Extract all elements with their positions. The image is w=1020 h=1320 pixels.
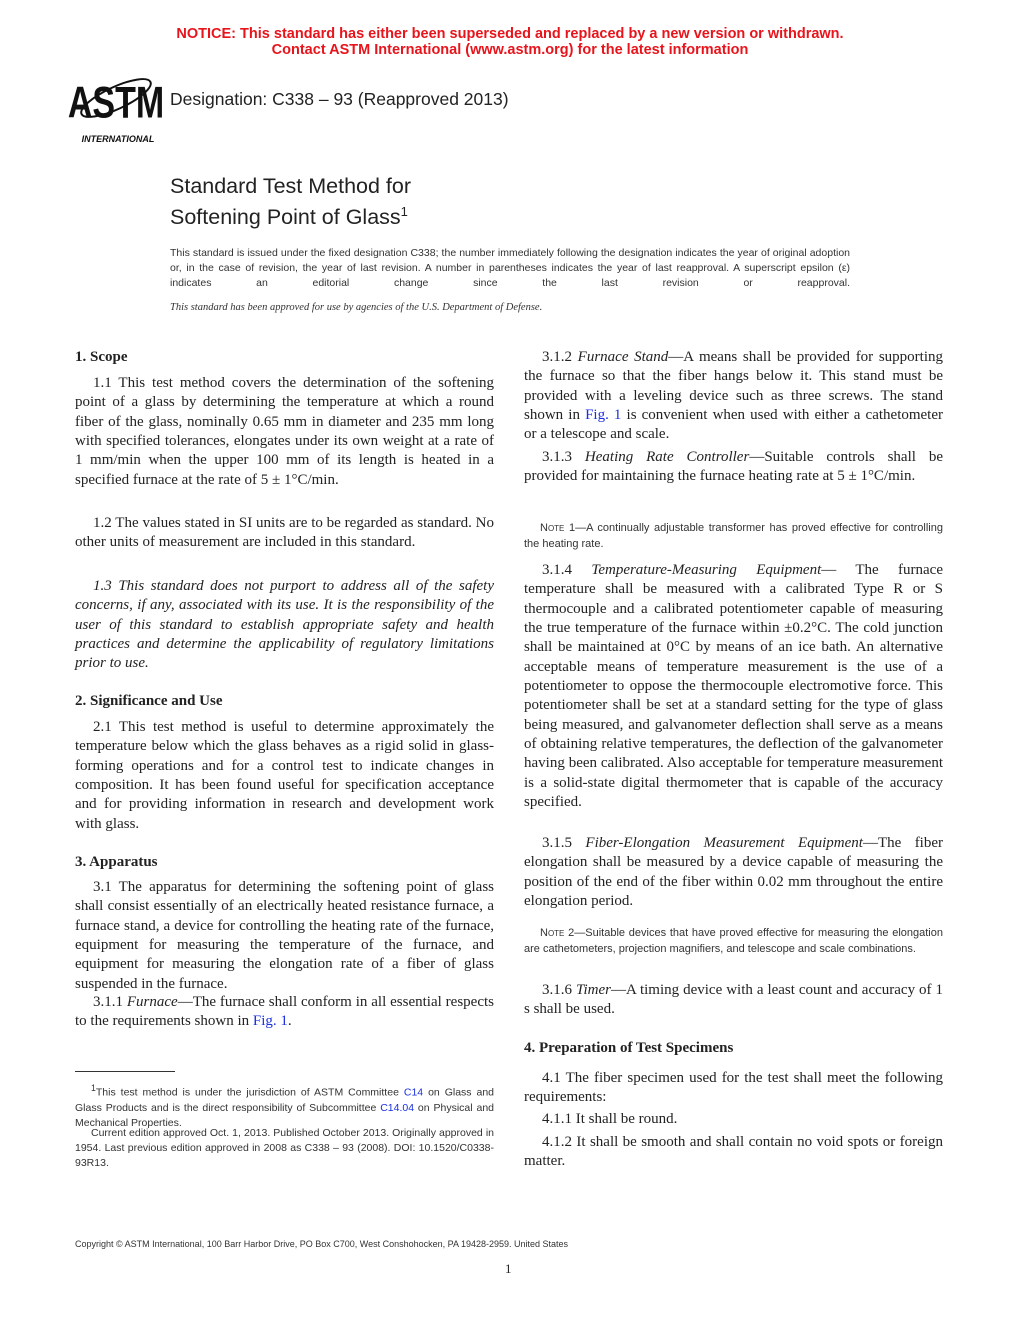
para-number: 3.1.3	[542, 449, 585, 465]
note-label: Note 2	[540, 927, 575, 939]
footnote-divider	[75, 1071, 175, 1072]
paragraph-2-1: 2.1 This test method is useful to determine approximately the temperature below which the glass behaves as a rigid solid in glass-forming operations and for a control test to indicate changes in composition. It has been found useful for specification acceptance and for providing information in research and development work with glass.	[75, 719, 494, 832]
para-number: 3.1.4	[542, 562, 592, 578]
term: Furnace Stand	[577, 349, 669, 365]
svg-text:ASTM: ASTM	[67, 78, 165, 128]
fig-1-link[interactable]: Fig. 1	[585, 407, 622, 424]
note-2	[524, 925, 943, 957]
paragraph-1-3: 1.3 This standard does not purport to address all of the safety concerns, if any, associated with its use. It is the responsibility of the user of this standard to establish appropriate safety and health practices and determine the applicability of regulatory limitations prior to use.	[75, 578, 494, 672]
term: Furnace	[126, 994, 178, 1010]
dod-approval-statement: This standard has been approved for use by agencies of the U.S. Department of Defense.	[170, 302, 543, 313]
para-text: —Suitable controls shall be provided for maintaining the furnace heating rate at 5 ± 1°C/min.	[524, 449, 943, 485]
notice-line-1: NOTICE: This standard has either been superseded and replaced by a new version or withdrawn.	[176, 26, 844, 42]
note-text: —A continually adjustable transformer has proved effective for controlling the heating rate.	[524, 522, 943, 550]
note-text: —Suitable devices that have proved effective for measuring the elongation are cathetometers, projection magnifiers, and telescope and scale combinations.	[524, 927, 943, 955]
para-text: —The furnace shall conform in all essential respects to the requirements shown in	[75, 994, 494, 1030]
paragraph-3-1: 3.1 The apparatus for determining the softening point of glass shall consist essentially of an electrically heated resistance furnace, a furnace stand, a device for controlling the heating rate of the furnace, equipment for measuring the temperature of the furnace, and equipment for measuring the elongation rate of a fiber of glass suspended in the furnace.	[75, 879, 494, 992]
term: Fiber-Elongation Measurement Equipment	[585, 835, 863, 851]
paragraph-3-1-1	[75, 993, 494, 1032]
paragraph-1-2: 1.2 The values stated in SI units are to be regarded as standard. No other units of measurement are included in this standard.	[75, 515, 494, 551]
paragraph-4-1-2: 4.1.2 It shall be smooth and shall contain no void spots or foreign matter.	[524, 1134, 943, 1170]
committee-c14-link[interactable]: C14	[403, 1086, 424, 1099]
footnote-text: on Glass and Glass Products and is the direct responsibility of Subcommittee	[75, 1086, 494, 1114]
para-number: 3.1.2	[542, 349, 578, 365]
term: Timer	[575, 982, 611, 998]
para-text: —A means shall be provided for supporting the furnace so that the fiber hangs below it. This stand must be provided with a leveling device such as three screws. The stand shown in	[524, 349, 944, 424]
svg-text:INTERNATIONAL: INTERNATIONAL	[81, 134, 155, 144]
para-end: .	[287, 1013, 292, 1030]
subcommittee-c14-04-link[interactable]: C14.04	[380, 1101, 415, 1114]
document-title	[170, 173, 411, 230]
footnote-text: on Physical and Mechanical Properties.	[75, 1101, 494, 1129]
footnote-1	[75, 1081, 494, 1131]
issuance-statement: This standard is issued under the fixed designation C338; the number immediately following the designation indicates the year of original adoption or, in the case of revision, the year of last revision. A number in parentheses indicates the year of last reapproval. A superscript epsilon (ε) indicates an editorial change since the last revision or reapproval.	[170, 247, 850, 289]
designation: Designation: C338 – 93 (Reapproved 2013)	[170, 89, 509, 109]
footnote-text: This test method is under the jurisdiction of ASTM Committee	[95, 1086, 404, 1099]
para-text: —The fiber elongation shall be measured by a device capable of measuring the position of the end of the fiber within 0.02 mm throughout the entire elongation period.	[524, 835, 944, 910]
paragraph-3-1-6	[524, 981, 943, 1020]
note-1	[524, 520, 943, 552]
page-number: 1	[505, 1261, 512, 1276]
footnote-edition: Current edition approved Oct. 1, 2013. Published October 2013. Originally approved in 1954. Last previous edition approved in 2008 as C338 – 93 (2008). DOI: 10.1520/C0338-93R13.	[75, 1127, 494, 1169]
paragraph-3-1-5	[524, 834, 943, 911]
copyright-line: Copyright © ASTM International, 100 Barr Harbor Drive, PO Box C700, West Conshohocken, PA 19428-2959. United States	[75, 1239, 569, 1249]
footnote-marker: 1	[91, 1083, 96, 1093]
section-heading-apparatus: 3. Apparatus	[75, 854, 158, 870]
section-heading-scope: 1. Scope	[75, 349, 128, 365]
para-end: is convenient when used with either a cathetometer or a telescope and scale.	[524, 407, 944, 443]
title-line-2: Softening Point of Glass	[170, 205, 401, 230]
supersession-notice	[0, 26, 1020, 58]
title-line-1: Standard Test Method for	[170, 174, 412, 198]
paragraph-1-1: 1.1 This test method covers the determination of the softening point of a glass by determining the temperature at which a round fiber of the glass, nominally 0.65 mm in diameter and 235 mm long with specified tolerances, elongates under its own weight at a rate of 1 mm/min when the upper 100 mm of its length is heated in a specified furnace at the rate of 5 ± 1°C/min.	[75, 375, 494, 488]
astm-logo	[67, 68, 165, 144]
notice-line-2: Contact ASTM International (www.astm.org) for the latest information	[271, 42, 749, 58]
section-heading-preparation: 4. Preparation of Test Specimens	[524, 1040, 734, 1056]
para-text: —A timing device with a least count and accuracy of 1 s shall be used.	[524, 982, 944, 1018]
term: Heating Rate Controller	[584, 449, 750, 465]
paragraph-3-1-2	[524, 348, 943, 445]
term: Temperature-Measuring Equipment	[591, 562, 822, 578]
note-label: Note 1	[540, 522, 576, 534]
paragraph-3-1-3	[524, 448, 943, 487]
fig-1-link[interactable]: Fig. 1	[252, 1013, 288, 1030]
title-footnote-ref: 1	[400, 204, 408, 219]
paragraph-4-1: 4.1 The fiber specimen used for the test shall meet the following requirements:	[524, 1070, 943, 1106]
section-heading-significance: 2. Significance and Use	[75, 693, 223, 709]
para-number: 3.1.6	[542, 982, 576, 998]
para-number: 3.1.5	[542, 835, 586, 851]
paragraph-3-1-4	[524, 561, 943, 812]
paragraph-4-1-1: 4.1.1 It shall be round.	[542, 1111, 678, 1127]
para-number: 3.1.1	[93, 994, 127, 1010]
para-text: — The furnace temperature shall be measured with a calibrated Type R or S thermocouple and a calibrated potentiometer capable of measuring the true temperature of the furnace within ±0.2°C. The cold junction shall be maintained at 0°C by means of an ice bath. An alternative acceptable means of temperature measurement is the use of a potentiometer to oppose the thermocouple electromotive force. This potentiometer shall be set at a standard setting for the type of glass being measured, and galvanometer deflection shall serve as a means of obtaining relative temperatures, the deflection of the galvanometer having been calibrated. Also acceptable for temperature measurement is a solid-state digital thermometer that is capable of the accuracy specified.	[524, 562, 943, 811]
